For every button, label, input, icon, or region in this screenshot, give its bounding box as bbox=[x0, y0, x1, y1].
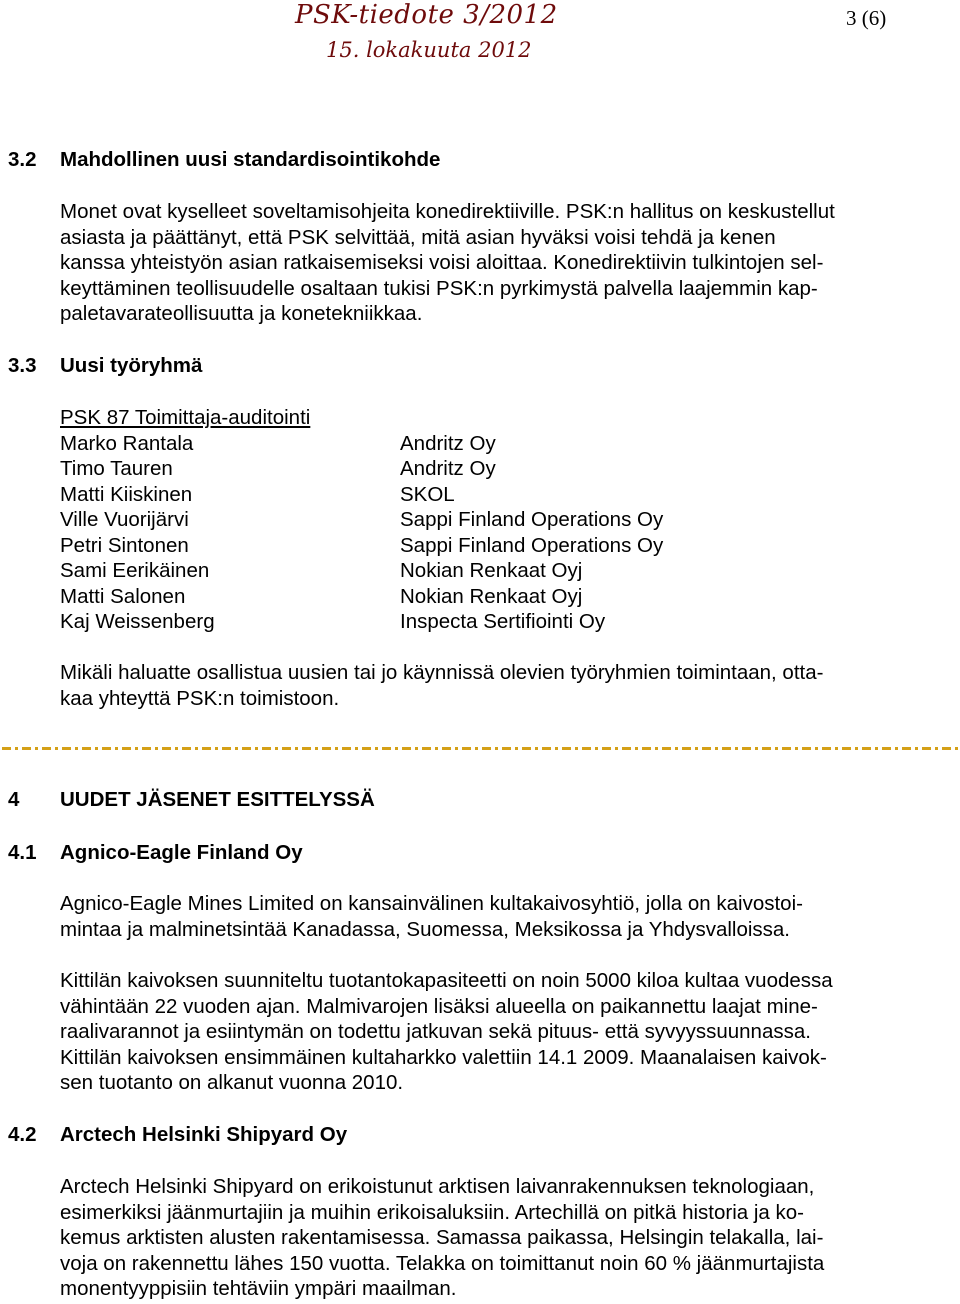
divider-dash bbox=[102, 747, 111, 750]
divider-dash bbox=[62, 747, 71, 750]
divider-dash bbox=[602, 747, 611, 750]
divider-dash bbox=[442, 747, 451, 750]
divider-dash bbox=[682, 747, 691, 750]
divider-dot bbox=[415, 747, 418, 750]
divider-dot bbox=[955, 747, 958, 750]
decorative-divider bbox=[0, 744, 960, 754]
text-line: sen tuotanto on alkanut vuonna 2010. bbox=[60, 1071, 404, 1094]
divider-dash bbox=[122, 747, 131, 750]
text-line: Arctech Helsinki Shipyard on erikoistunut arktisen laivanrakennuksen teknologiaan, bbox=[60, 1175, 815, 1198]
member-company: Nokian Renkaat Oyj bbox=[400, 584, 583, 608]
heading-title: Agnico-Eagle Finland Oy bbox=[60, 841, 303, 864]
divider-marks bbox=[2, 747, 958, 750]
divider-dot bbox=[475, 747, 478, 750]
divider-dot bbox=[735, 747, 738, 750]
divider-dash bbox=[582, 747, 591, 750]
divider-dot bbox=[435, 747, 438, 750]
text-line: esimerkiksi jäänmurtajiin ja muihin erikoisaluksiin. Artechillä on pitkä historia ja ko- bbox=[60, 1200, 804, 1224]
divider-dash bbox=[342, 747, 351, 750]
text-line: Agnico-Eagle Mines Limited on kansainvälinen kultakaivosyhtiö, jolla on kaivostoi- bbox=[60, 892, 803, 915]
divider-dash bbox=[842, 747, 851, 750]
divider-dot bbox=[75, 747, 78, 750]
divider-dash bbox=[942, 747, 951, 750]
divider-dash bbox=[162, 747, 171, 750]
text-line: kanssa yhteistyön asian ratkaisemiseksi voisi aloittaa. Konedirektiivin tulkintojen sel- bbox=[60, 251, 824, 274]
member-name: Kaj Weissenberg bbox=[60, 610, 215, 633]
text-line: raalivarannot ja esiintymän on todettu jatkuvan sekä pituus- että syvyyssuunnassa. bbox=[60, 1020, 811, 1043]
heading-3-3 bbox=[8, 354, 908, 380]
divider-dash bbox=[882, 747, 891, 750]
divider-dash bbox=[922, 747, 931, 750]
member-name: Matti Salonen bbox=[60, 584, 186, 608]
divider-dot bbox=[575, 747, 578, 750]
paragraph-3-3-note bbox=[60, 660, 823, 711]
divider-dot bbox=[515, 747, 518, 750]
heading-title: Mahdollinen uusi standardisointikohde bbox=[60, 148, 441, 171]
heading-4-2 bbox=[8, 1123, 908, 1149]
member-company: SKOL bbox=[400, 482, 455, 506]
divider-dot bbox=[395, 747, 398, 750]
divider-dot bbox=[755, 747, 758, 750]
text-line: Monet ovat kyselleet soveltamisohjeita konedirektiiville. PSK:n hallitus on keskustellut bbox=[60, 200, 835, 223]
working-group-title: PSK 87 Toimittaja-auditointi bbox=[60, 406, 311, 429]
divider-dot bbox=[895, 747, 898, 750]
member-name: Matti Kiiskinen bbox=[60, 482, 193, 506]
divider-dot bbox=[115, 747, 118, 750]
text-line: kemus arktisten alusten rakentamisessa. Samassa paikassa, Helsingin telakalla, lai- bbox=[60, 1226, 824, 1249]
divider-dot bbox=[295, 747, 298, 750]
heading-number: 4 bbox=[8, 788, 20, 811]
heading-title: Arctech Helsinki Shipyard Oy bbox=[60, 1123, 348, 1146]
divider-dash bbox=[22, 747, 31, 750]
divider-dash bbox=[662, 747, 671, 750]
member-name: Marko Rantala bbox=[60, 431, 194, 455]
member-company: Andritz Oy bbox=[400, 431, 496, 455]
heading-4-1 bbox=[8, 841, 908, 867]
divider-dash bbox=[802, 747, 811, 750]
paragraph-4-1-b bbox=[60, 968, 833, 1096]
divider-dot bbox=[135, 747, 138, 750]
divider-dash bbox=[762, 747, 771, 750]
divider-dot bbox=[595, 747, 598, 750]
divider-dot bbox=[235, 747, 238, 750]
paragraph-4-1-a bbox=[60, 891, 803, 942]
divider-dash bbox=[722, 747, 731, 750]
divider-dash bbox=[382, 747, 391, 750]
heading-number: 4.1 bbox=[8, 841, 37, 864]
divider-dot bbox=[15, 747, 18, 750]
member-name: Timo Tauren bbox=[60, 457, 173, 480]
divider-dot bbox=[675, 747, 678, 750]
text-line: Kittilän kaivoksen suunniteltu tuotantokapasiteetti on noin 5000 kiloa kultaa vuodessa bbox=[60, 969, 833, 992]
divider-dash bbox=[2, 747, 11, 750]
divider-dot bbox=[615, 747, 618, 750]
paragraph-4-2 bbox=[60, 1174, 824, 1302]
text-line: kaa yhteyttä PSK:n toimistoon. bbox=[60, 686, 340, 710]
divider-dot bbox=[275, 747, 278, 750]
divider-dash bbox=[322, 747, 331, 750]
divider-dot bbox=[95, 747, 98, 750]
working-group-names bbox=[60, 405, 310, 635]
divider-dash bbox=[222, 747, 231, 750]
text-line: voja on rakennettu lähes 150 vuotta. Telakka on toimittanut noin 60 % jäänmurtajista bbox=[60, 1251, 825, 1275]
divider-dash bbox=[282, 747, 291, 750]
heading-3-2 bbox=[8, 148, 908, 174]
divider-dot bbox=[655, 747, 658, 750]
heading-title: UUDET JÄSENET ESITTELYSSÄ bbox=[60, 788, 375, 811]
divider-dot bbox=[55, 747, 58, 750]
divider-dot bbox=[375, 747, 378, 750]
heading-number: 3.3 bbox=[8, 354, 37, 377]
member-name: Sami Eerikäinen bbox=[60, 559, 210, 582]
divider-dash bbox=[262, 747, 271, 750]
divider-dot bbox=[855, 747, 858, 750]
member-name: Petri Sintonen bbox=[60, 533, 189, 557]
text-line: vähintään 22 vuoden ajan. Malmivarojen lisäksi alueella on paikannettu laajat mine- bbox=[60, 994, 818, 1018]
divider-dash bbox=[482, 747, 491, 750]
divider-dash bbox=[462, 747, 471, 750]
text-line: paletavarateollisuutta ja konetekniikkaa. bbox=[60, 302, 423, 325]
divider-dash bbox=[182, 747, 191, 750]
divider-dash bbox=[742, 747, 751, 750]
member-company: Sappi Finland Operations Oy bbox=[400, 508, 664, 531]
divider-dash bbox=[142, 747, 151, 750]
divider-dot bbox=[35, 747, 38, 750]
divider-dot bbox=[875, 747, 878, 750]
divider-dot bbox=[315, 747, 318, 750]
text-line: Mikäli haluatte osallistua uusien tai jo käynnissä olevien työryhmien toimintaan, otta- bbox=[60, 661, 824, 684]
divider-dot bbox=[335, 747, 338, 750]
divider-dot bbox=[155, 747, 158, 750]
divider-dash bbox=[522, 747, 531, 750]
divider-dot bbox=[215, 747, 218, 750]
divider-dash bbox=[362, 747, 371, 750]
divider-dot bbox=[815, 747, 818, 750]
divider-dash bbox=[562, 747, 571, 750]
divider-dash bbox=[822, 747, 831, 750]
divider-dash bbox=[502, 747, 511, 750]
text-line: monentyyppisiin tehtäviin ympäri maailman. bbox=[60, 1277, 457, 1300]
divider-dash bbox=[242, 747, 251, 750]
divider-dot bbox=[775, 747, 778, 750]
divider-dot bbox=[915, 747, 918, 750]
divider-dot bbox=[355, 747, 358, 750]
paragraph-3-2 bbox=[60, 199, 835, 327]
divider-dash bbox=[402, 747, 411, 750]
heading-number: 4.2 bbox=[8, 1123, 37, 1146]
text-line: asiasta ja päättänyt, että PSK selvittää, mitä asian hyväksi voisi tehdä ja kenen bbox=[60, 225, 776, 249]
divider-dash bbox=[782, 747, 791, 750]
heading-4 bbox=[8, 788, 908, 814]
divider-dash bbox=[82, 747, 91, 750]
page-number: 3 (6) bbox=[846, 6, 887, 30]
divider-dot bbox=[455, 747, 458, 750]
divider-dot bbox=[535, 747, 538, 750]
divider-dash bbox=[302, 747, 311, 750]
text-line: keyttäminen teollisuudelle osaltaan tukisi PSK:n pyrkimystä palvella laajemmin kap- bbox=[60, 276, 818, 300]
divider-dot bbox=[555, 747, 558, 750]
divider-dot bbox=[495, 747, 498, 750]
member-company: Sappi Finland Operations Oy bbox=[400, 533, 664, 557]
heading-number: 3.2 bbox=[8, 148, 37, 171]
divider-dash bbox=[42, 747, 51, 750]
text-line: mintaa ja malminetsintää Kanadassa, Suomessa, Meksikossa ja Yhdysvalloissa. bbox=[60, 917, 791, 941]
divider-dot bbox=[795, 747, 798, 750]
divider-dot bbox=[175, 747, 178, 750]
divider-dash bbox=[902, 747, 911, 750]
divider-dash bbox=[642, 747, 651, 750]
divider-dash bbox=[542, 747, 551, 750]
divider-dash bbox=[862, 747, 871, 750]
working-group-companies bbox=[400, 431, 663, 635]
divider-dash bbox=[422, 747, 431, 750]
member-company: Nokian Renkaat Oyj bbox=[400, 559, 583, 582]
divider-dot bbox=[935, 747, 938, 750]
divider-dot bbox=[195, 747, 198, 750]
newsletter-date: 15. lokakuuta 2012 bbox=[326, 38, 532, 62]
divider-dash bbox=[622, 747, 631, 750]
divider-dot bbox=[695, 747, 698, 750]
divider-dot bbox=[835, 747, 838, 750]
heading-title: Uusi työryhmä bbox=[60, 354, 203, 377]
divider-dot bbox=[255, 747, 258, 750]
divider-dash bbox=[202, 747, 211, 750]
divider-dash bbox=[702, 747, 711, 750]
member-company: Inspecta Sertifiointi Oy bbox=[400, 610, 606, 633]
divider-dot bbox=[715, 747, 718, 750]
member-company: Andritz Oy bbox=[400, 457, 496, 480]
text-line: Kittilän kaivoksen ensimmäinen kultaharkko valettiin 14.1 2009. Maanalaisen kaivok- bbox=[60, 1045, 827, 1069]
divider-dot bbox=[635, 747, 638, 750]
member-name: Ville Vuorijärvi bbox=[60, 508, 189, 531]
newsletter-title: PSK-tiedote 3/2012 bbox=[295, 0, 558, 30]
